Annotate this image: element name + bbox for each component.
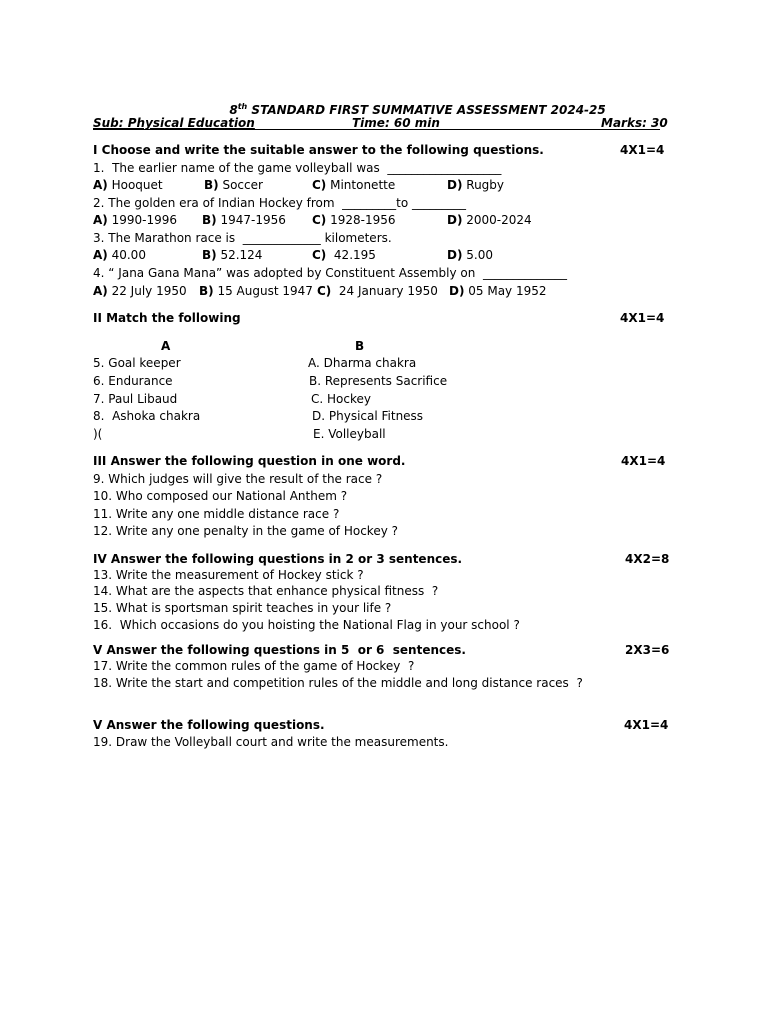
q4-option-d: D) 05 May 1952 <box>449 284 547 298</box>
match-b-item: E. Volleyball <box>313 427 386 441</box>
match-b-item: C. Hockey <box>311 392 371 406</box>
match-a-item: 8. Ashoka chakra <box>93 409 201 423</box>
q2-option-b: B) 1947-1956 <box>202 213 286 227</box>
title-prefix: 8 <box>229 103 238 117</box>
question-9: 9. Which judges will give the result of the race ? <box>93 472 383 486</box>
question-15: 15. What is sportsman spirit teaches in your life ? <box>93 601 392 615</box>
q2-option-a: A) 1990-1996 <box>93 213 178 227</box>
q1-option-a: A) Hooquet <box>93 178 163 192</box>
question-12: 12. Write any one penalty in the game of Hockey ? <box>93 524 398 538</box>
q3-option-a: A) 40.00 <box>93 248 146 262</box>
match-a-item: )( <box>93 427 103 441</box>
q2-option-d: D) 2000-2024 <box>447 213 532 227</box>
match-b-item: B. Represents Sacrifice <box>309 374 448 388</box>
q3-option-d: D) 5.00 <box>447 248 493 262</box>
question-17: 17. Write the common rules of the game of Hockey ? <box>93 659 415 673</box>
page-title <box>221 88 606 118</box>
section-4-heading: IV Answer the following questions in 2 or 3 sentences. <box>93 552 463 566</box>
q1-option-c: C) Mintonette <box>312 178 396 192</box>
question-2: 2. The golden era of Indian Hockey from _________to _________ <box>93 196 467 210</box>
match-b-item: D. Physical Fitness <box>312 409 424 423</box>
time-label: Time: 60 min <box>352 116 440 130</box>
section-3-heading: III Answer the following question in one word. <box>93 454 406 468</box>
question-11: 11. Write any one middle distance race ? <box>93 507 340 521</box>
section-1-marks: 4X1=4 <box>620 143 665 157</box>
question-13: 13. Write the measurement of Hockey stick ? <box>93 568 364 582</box>
section-6-heading: V Answer the following questions. <box>93 718 325 732</box>
title-text: STANDARD FIRST SUMMATIVE ASSESSMENT 2024-25 <box>247 103 606 117</box>
section-2-marks: 4X1=4 <box>620 311 665 325</box>
question-10: 10. Who composed our National Anthem ? <box>93 489 348 503</box>
section-6-marks: 4X1=4 <box>624 718 669 732</box>
section-1-heading: I Choose and write the suitable answer to the following questions. <box>93 143 544 157</box>
question-3: 3. The Marathon race is _____________ kilometers. <box>93 231 392 245</box>
meta-underline <box>93 129 660 130</box>
question-19: 19. Draw the Volleyball court and write the measurements. <box>93 735 449 749</box>
match-a-item: 6. Endurance <box>93 374 173 388</box>
q4-option-c: C) 24 January 1950 <box>317 284 438 298</box>
q4-option-b: B) 15 August 1947 <box>199 284 313 298</box>
question-16: 16. Which occasions do you hoisting the National Flag in your school ? <box>93 618 520 632</box>
match-a-item: 7. Paul Libaud <box>93 392 178 406</box>
match-b-item: A. Dharma chakra <box>308 356 417 370</box>
q3-option-b: B) 52.124 <box>202 248 263 262</box>
match-column-b-header: B <box>355 339 365 353</box>
q1-option-b: B) Soccer <box>204 178 263 192</box>
question-14: 14. What are the aspects that enhance physical fitness ? <box>93 584 439 598</box>
q3-option-c: C) 42.195 <box>312 248 376 262</box>
section-2-heading: II Match the following <box>93 311 241 325</box>
section-5-marks: 2X3=6 <box>625 643 670 657</box>
section-4-marks: 4X2=8 <box>625 552 670 566</box>
q4-option-a: A) 22 July 1950 <box>93 284 187 298</box>
title-superscript: th <box>237 102 248 111</box>
question-18: 18. Write the start and competition rules of the middle and long distance races ? <box>93 676 583 690</box>
q2-option-c: C) 1928-1956 <box>312 213 396 227</box>
section-5-heading: V Answer the following questions in 5 or 6 sentences. <box>93 643 466 657</box>
question-4: 4. “ Jana Gana Mana” was adopted by Constituent Assembly on ______________ <box>93 266 567 280</box>
match-a-item: 5. Goal keeper <box>93 356 181 370</box>
subject-label: Sub: Physical Education <box>93 116 255 130</box>
question-1: 1. The earlier name of the game volleyball was ___________________ <box>93 161 502 175</box>
marks-label: Marks: 30 <box>601 116 668 130</box>
match-column-a-header: A <box>161 339 171 353</box>
section-3-marks: 4X1=4 <box>621 454 666 468</box>
q1-option-d: D) Rugby <box>447 178 505 192</box>
